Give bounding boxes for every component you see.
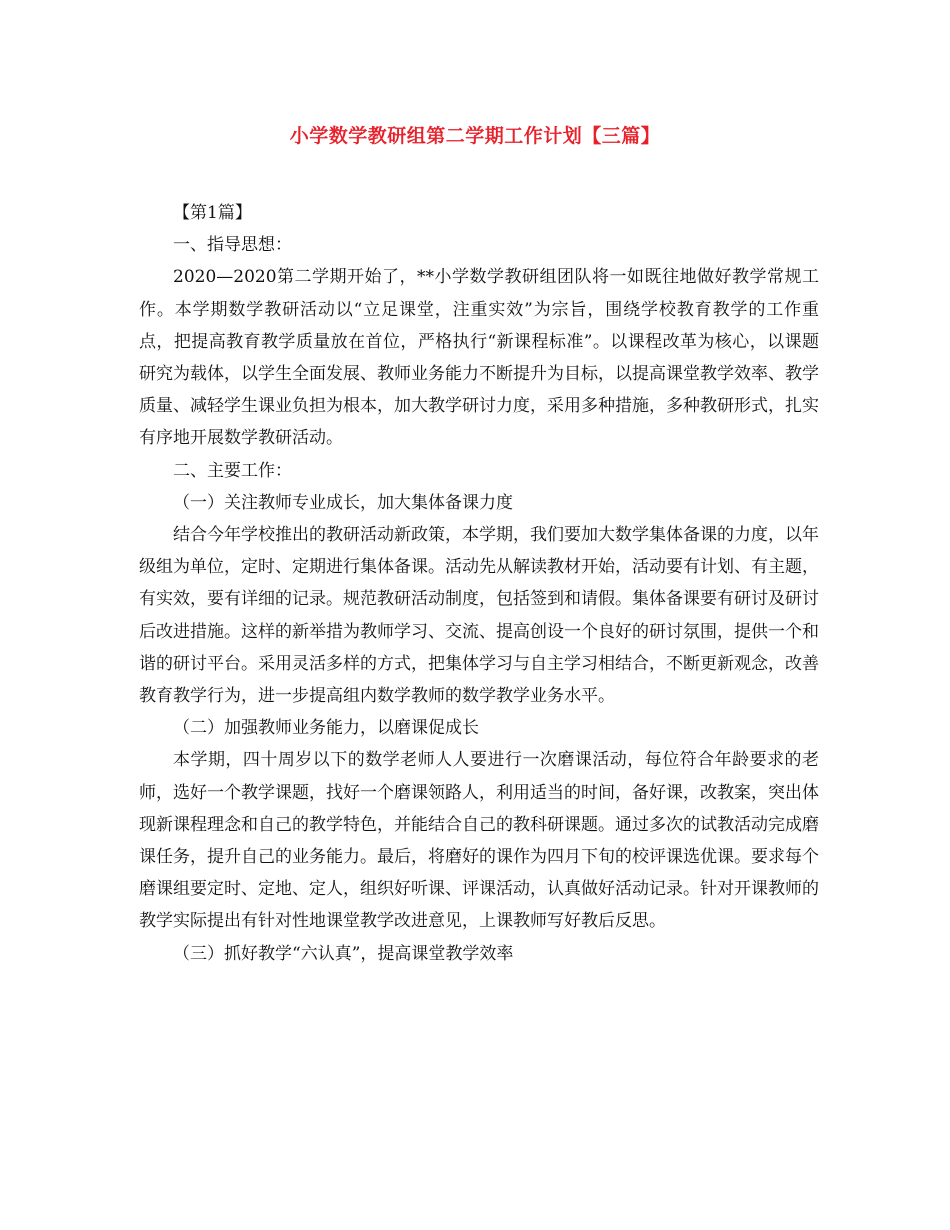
document-title: 小学数学教研组第二学期工作计划【三篇】 [289,125,661,147]
paragraph-2: 本学期，四十周岁以下的数学老师人人要进行一次磨课活动，每位符合年龄要求的老师，选好一个教学课题，找好一个磨课领路人，利用适当的时间，备好课，改教案，突出体现新课程理念和自己的教学特色，并能结合自己的教科研课题。通过多次的试教活动完成磨课任务，提升自己的业务能力。最后，将磨好的课作为四月下旬的校评课选优课。要求每个磨课组要定时、定地、定人，组织好听课、评课活动，认真做好活动记录。针对开课教师的教学实际提出有针对性地课堂教学改进意见，上课教师写好教后反思。 [139,750,819,932]
section-label: 【第1篇】 [173,203,252,223]
subheading-3: （三）抓好教学“六认真”，提高课堂教学效率 [173,943,514,964]
paragraph-1: 结合今年学校推出的教研活动新政策，本学期，我们要加大数学集体备课的力度，以年级组为单位，定时、定期进行集体备课。活动先从解读教材开始，活动要有计划、有主题，有实效，要有详细的记录。规范教研活动制度，包括签到和请假。集体备课要有研讨及研讨后改进措施。这样的新举措为教师学习、交流、提高创设一个良好的研讨氛围，提供一个和谐的研讨平台。采用灵活多样的方式，把集体学习与自主学习相结合，不断更新观念，改善教育教学行为，进一步提高组内数学教师的数学教学业务水平。 [139,525,819,707]
subheading-1: （一）关注教师专业成长，加大集体备课力度 [173,492,513,513]
subheading-2: （二）加强教师业务能力，以磨课促成长 [173,718,479,739]
paragraph-guiding-ideology: 2020—2020第二学期开始了，**小学数学教研组团队将一如既往地做好教学常规工作。本学期数学教研活动以“立足课堂，注重实效”为宗旨，围绕学校教育教学的工作重点，把提高教育教学质量放在首位，严格执行“新课程标准”。以课程改革为核心，以课题研究为载体，以学生全面发展、教师业务能力不断提升为目标，以提高课堂教学效率、教学质量、减轻学生课业负担为根本，加大教学研讨力度，采用多种措施，多种教研形式，扎实有序地开展数学教研活动。 [139,267,819,449]
heading-guiding-ideology: 一、指导思想： [173,235,292,256]
heading-main-work: 二、主要工作： [173,460,292,481]
document-body [139,197,819,970]
